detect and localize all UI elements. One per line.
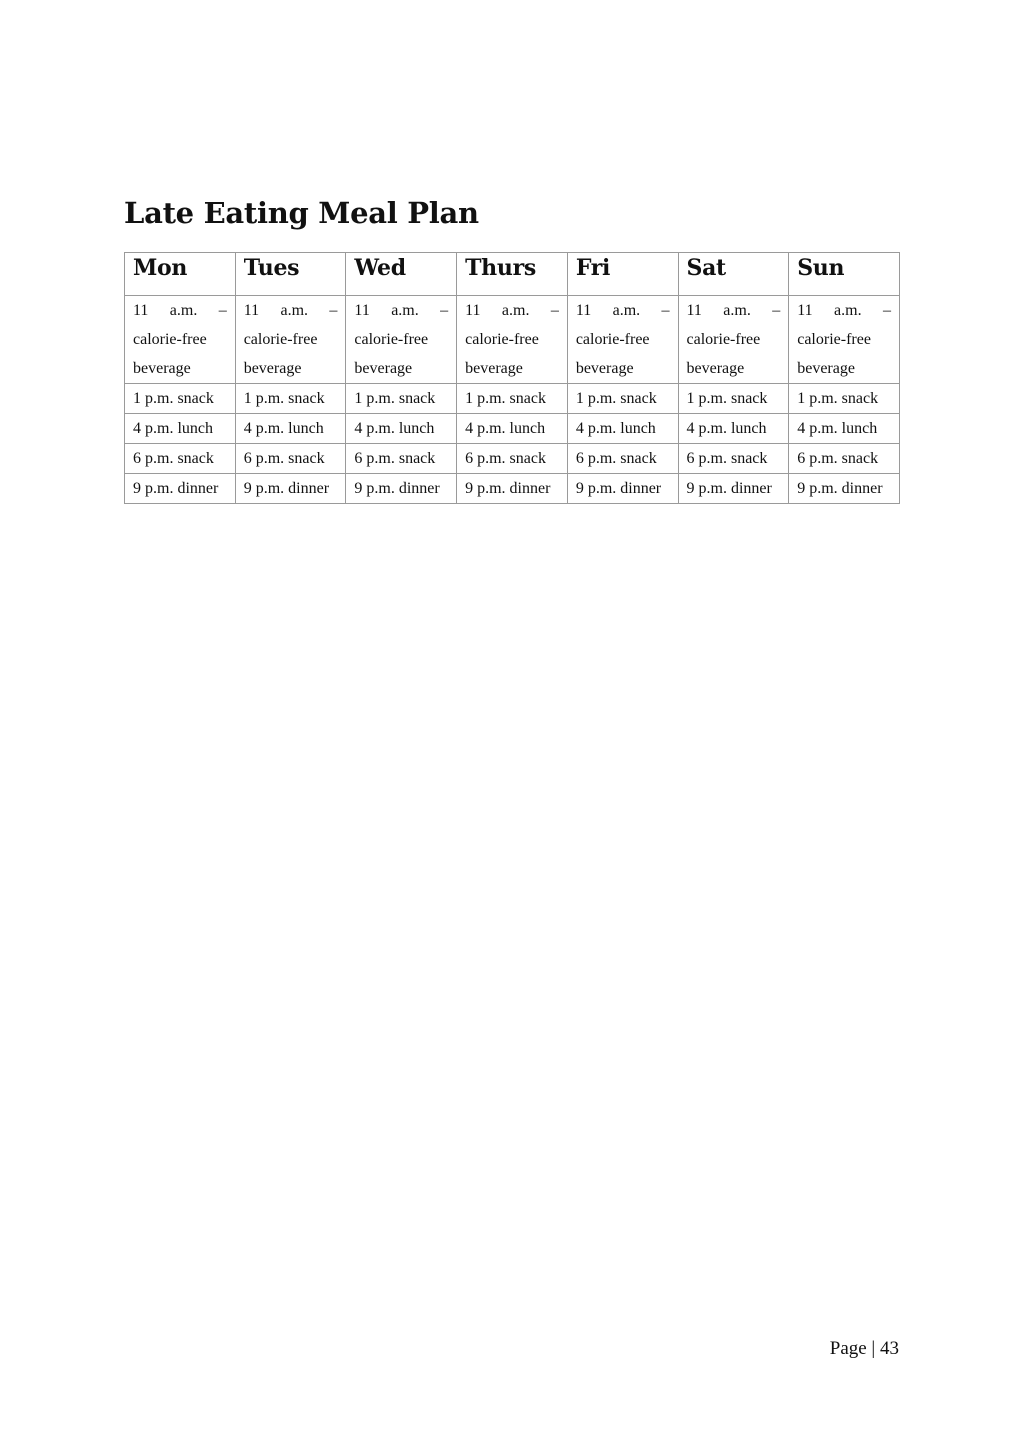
cell-text: 11 a.m. – calorie-free beverage [575,302,670,377]
cell-text: 9 p.m. dinner [575,480,662,497]
cell-text: 1 p.m. snack [575,390,657,407]
table-cell [457,296,568,384]
table-cell [346,474,457,504]
table-cell [789,296,900,384]
header-tues: Tues [235,253,346,296]
cell-text: 6 p.m. snack [686,450,768,467]
table-cell [457,444,568,474]
table-cell [346,384,457,414]
header-wed: Wed [346,253,457,296]
table-cell [567,474,678,504]
cell-text: 4 p.m. lunch [133,420,213,437]
table-cell [346,444,457,474]
table-cell [789,384,900,414]
table-cell [678,414,789,444]
page-title: Late Eating Meal Plan [124,196,479,230]
table-cell [567,384,678,414]
table-cell [346,414,457,444]
table-row [125,414,900,444]
table-cell [125,444,236,474]
cell-text: 4 p.m. lunch [465,420,546,437]
table-cell [789,444,900,474]
header-sun: Sun [789,253,900,296]
cell-text: 9 p.m. dinner [133,480,219,497]
table-cell [235,474,346,504]
cell-text: 6 p.m. snack [354,450,436,467]
cell-text: 1 p.m. snack [797,390,879,407]
table-cell [235,296,346,384]
table-row [125,384,900,414]
cell-text: 4 p.m. lunch [575,420,656,437]
cell-text: 6 p.m. snack [797,450,879,467]
cell-text: 6 p.m. snack [243,450,325,467]
table-cell [125,474,236,504]
cell-text: 11 a.m. – calorie-free beverage [686,302,781,377]
cell-text: 4 p.m. lunch [243,420,324,437]
table-cell [235,384,346,414]
cell-text: 4 p.m. lunch [354,420,435,437]
table-cell [678,444,789,474]
table-cell [346,296,457,384]
table-cell [235,414,346,444]
table-cell [678,474,789,504]
table-row [125,296,900,384]
table-row [125,474,900,504]
cell-text: 1 p.m. snack [354,390,436,407]
table-cell [567,296,678,384]
table-cell [457,474,568,504]
cell-text: 4 p.m. lunch [686,420,767,437]
table-cell [789,414,900,444]
header-thurs: Thurs [457,253,568,296]
table-cell [678,296,789,384]
cell-text: 1 p.m. snack [243,390,325,407]
cell-text: 9 p.m. dinner [243,480,330,497]
table-cell [235,444,346,474]
cell-text: 1 p.m. snack [686,390,768,407]
page-number: Page | 43 [829,1338,899,1359]
table-cell [125,384,236,414]
table-row [125,444,900,474]
meal-plan-table [124,252,900,504]
cell-text: 9 p.m. dinner [354,480,440,497]
table-cell [457,384,568,414]
table-cell [678,384,789,414]
table-cell [567,414,678,444]
cell-text: 11 a.m. – calorie-free beverage [797,302,891,377]
cell-text: 6 p.m. snack [575,450,657,467]
cell-text: 11 a.m. – calorie-free beverage [465,302,559,377]
table-cell [125,414,236,444]
cell-text: 9 p.m. dinner [686,480,772,497]
cell-text: 11 a.m. – calorie-free beverage [354,302,449,377]
header-sat: Sat [678,253,789,296]
table-header-row [125,253,900,296]
cell-text: 1 p.m. snack [133,390,214,407]
cell-text: 1 p.m. snack [465,390,546,407]
cell-text: 9 p.m. dinner [797,480,883,497]
cell-text: 6 p.m. snack [133,450,214,467]
table-cell [125,296,236,384]
cell-text: 4 p.m. lunch [797,420,878,437]
header-mon: Mon [125,253,236,296]
cell-text: 9 p.m. dinner [465,480,551,497]
table-cell [789,474,900,504]
table-cell [457,414,568,444]
cell-text: 11 a.m. – calorie-free beverage [243,302,338,377]
table-cell [567,444,678,474]
cell-text: 11 a.m. – calorie-free beverage [133,302,227,377]
cell-text: 6 p.m. snack [465,450,546,467]
header-fri: Fri [567,253,678,296]
